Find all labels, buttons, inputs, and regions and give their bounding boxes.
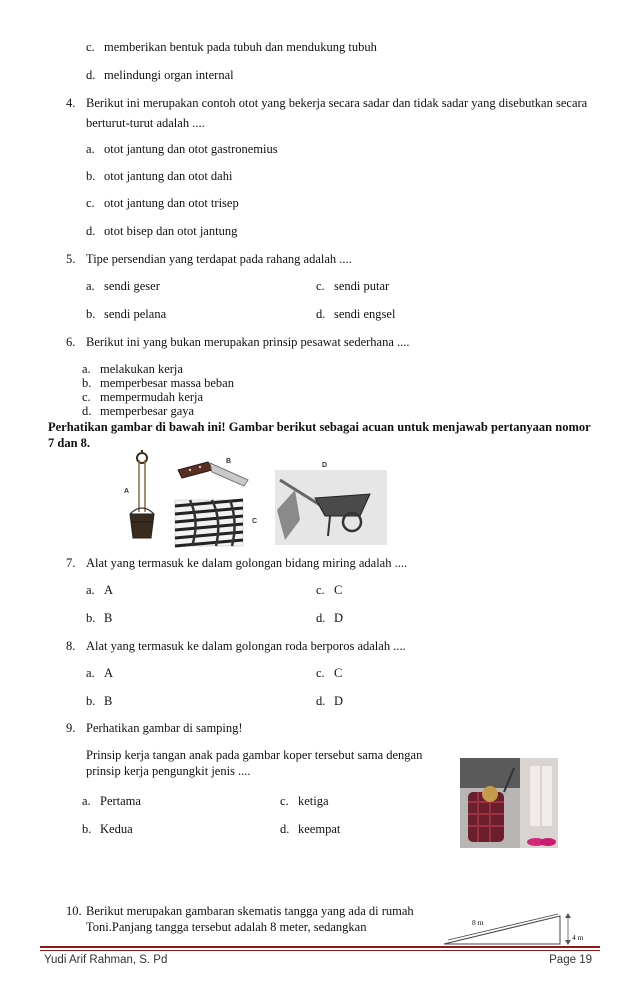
- footer-rule: [40, 946, 600, 948]
- knife-image: [178, 462, 248, 486]
- ladder-length-label: 8 m: [472, 918, 484, 927]
- question-5: 5. Tipe persendian yang terdapat pada rahang adalah ....: [66, 252, 352, 266]
- q5-option-a: a. sendi geser: [86, 279, 160, 293]
- q8-option-c: c. C: [316, 666, 343, 680]
- screw-image: [175, 500, 243, 546]
- ladder-height-label: 4 m: [572, 933, 584, 942]
- wheelbarrow-image: [275, 470, 387, 545]
- question-9: 9. Perhatikan gambar di samping!: [66, 721, 243, 735]
- q8-option-d: d. D: [316, 694, 344, 708]
- q7-option-d: d. D: [316, 611, 344, 625]
- question-9-para1: Prinsip kerja tangan anak pada gambar koper tersebut sama dengan: [86, 748, 423, 762]
- q7-option-b: b. B: [86, 611, 113, 625]
- q6-option-c: c. mempermudah kerja: [82, 390, 204, 404]
- instruction-line2: 7 dan 8.: [48, 436, 91, 450]
- q4-option-d: d. otot bisep dan otot jantung: [86, 224, 238, 238]
- q7-option-c: c. C: [316, 583, 343, 597]
- question-10: 10. Berikut merupakan gambaran skematis tangga yang ada di rumah: [66, 904, 414, 918]
- footer-page-number: Page 19: [549, 954, 592, 966]
- figure-label-d: D: [322, 462, 328, 469]
- figure-label-b: B: [226, 458, 232, 465]
- q3-option-c: c. memberikan bentuk pada tubuh dan mendukung tubuh: [86, 40, 377, 54]
- q7-option-a: a. A: [86, 583, 114, 597]
- question-4-line2: berturut-turut adalah ....: [86, 116, 205, 130]
- pulley-bucket-image: [130, 450, 154, 538]
- question-10-line2: Toni.Panjang tangga tersebut adalah 8 meter, sedangkan: [86, 920, 367, 934]
- question-9-para2: prinsip kerja pengungkit jenis ....: [86, 764, 251, 778]
- q4-option-b: b. otot jantung dan otot dahi: [86, 169, 233, 183]
- q4-option-c: c. otot jantung dan otot trisep: [86, 196, 239, 210]
- q9-option-c: c. ketiga: [280, 794, 329, 808]
- question-7: 7. Alat yang termasuk ke dalam golongan bidang miring adalah ....: [66, 556, 408, 570]
- ladder-diagram: [440, 912, 590, 946]
- q8-option-a: a. A: [86, 666, 114, 680]
- q9-option-d: d. keempat: [280, 822, 341, 836]
- instruction-line1: Perhatikan gambar di bawah ini! Gambar berikut sebagai acuan untuk menjawab pertanyaan nomor: [48, 420, 591, 434]
- q6-option-d: d. memperbesar gaya: [82, 404, 195, 418]
- figure-label-c: C: [252, 518, 258, 525]
- q6-option-b: b. memperbesar massa beban: [82, 376, 234, 390]
- q3-option-d: d. melindungi organ internal: [86, 68, 234, 82]
- q8-option-b: b. B: [86, 694, 113, 708]
- q9-option-b: b. Kedua: [82, 822, 133, 836]
- question-8: 8. Alat yang termasuk ke dalam golongan roda berporos adalah ....: [66, 639, 406, 653]
- q4-option-a: a. otot jantung dan otot gastronemius: [86, 142, 278, 156]
- q5-option-c: c. sendi putar: [316, 279, 390, 293]
- suitcase-photo: [460, 758, 558, 848]
- figure-label-a: A: [124, 488, 130, 495]
- q6-option-a: a. melakukan kerja: [82, 362, 183, 376]
- footer-rule-thin: [40, 950, 600, 951]
- q5-option-d: d. sendi engsel: [316, 307, 396, 321]
- question-6: 6. Berikut ini yang bukan merupakan prinsip pesawat sederhana ....: [66, 335, 410, 349]
- footer-author: Yudi Arif Rahman, S. Pd: [44, 954, 168, 966]
- simple-machines-figure: [120, 450, 390, 550]
- question-4: 4. Berikut ini merupakan contoh otot yang bekerja secara sadar dan tidak sadar yang disebutkan secara: [66, 96, 588, 110]
- q9-option-a: a. Pertama: [82, 794, 141, 808]
- q5-option-b: b. sendi pelana: [86, 307, 167, 321]
